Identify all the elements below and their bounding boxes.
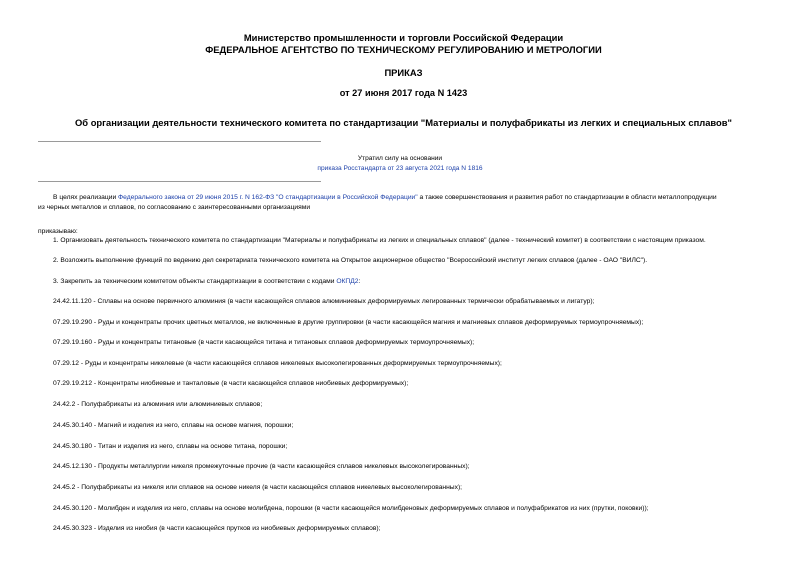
code-item: 07.29.19.212 - Концентраты ниобиевые и танталовые (в части касающейся сплавов ниобиевых деформируемых); (53, 380, 409, 387)
order-item-3-end: : (358, 278, 361, 285)
document-type: ПРИКАЗ (384, 67, 423, 78)
code-item: 24.45.30.323 - Изделия из ниобия (в части касающейся прутков из ниобиевых деформируемых сплавов); (53, 525, 381, 532)
code-item: 24.45.12.130 - Продукты металлургии никеля промежуточные прочие (в части касающейся сплавов никелевых высоколегированных); (53, 463, 470, 470)
order-item-1: 1. Организовать деятельность технического комитета по стандартизации "Материалы и полуфабрикаты из легких и специальных сплавов" (далее - технический комитет) в соответствии с настоящим приказом. (53, 237, 706, 244)
order-item-3-text: 3. Закрепить за техническим комитетом объекты стандартизации в соответствии с кодами (53, 278, 337, 285)
intro-paragraph (53, 193, 717, 204)
order-item-3 (53, 278, 360, 285)
prikazyvayu-label: приказываю: (38, 228, 78, 235)
intro-line-2: из черных металлов и сплавов, по согласованию с заинтересованными организациями (38, 204, 311, 211)
intro-prefix: В целях реализации (53, 194, 119, 201)
code-item: 07.29.12 - Руды и концентраты никелевые (в части касающейся сплавов никелевых высоколегированных деформируемых термоупрочняемых); (53, 360, 502, 367)
code-item: 24.45.30.140 - Магний и изделия из него, сплавы на основе магния, порошки; (53, 422, 294, 429)
ministry-heading: Министерство промышленности и торговли Российской Федерации (243, 32, 564, 43)
document-title: Об организации деятельности технического комитета по стандартизации "Материалы и полуфабрикаты из легких и специальных сплавов" (75, 117, 732, 128)
order-item-2: 2. Возложить выполнение функций по ведению дел секретариата технического комитета на Открытое акционерное общество "Всероссийский институт легких сплавов (далее - ОАО "ВИЛС"). (53, 257, 648, 264)
document-date-number: от 27 июня 2017 года N 1423 (339, 88, 468, 98)
repeal-order-link[interactable]: приказа Росстандарта от 23 августа 2021 года N 1816 (317, 165, 483, 172)
code-item: 24.45.30.180 - Титан и изделия из него, сплавы на основе титана, порошки; (53, 443, 288, 450)
repeal-note: Утратил силу на основании (357, 155, 443, 162)
divider-bottom (38, 181, 321, 182)
intro-suffix: а также совершенствования и развития работ по стандартизации в области металлопродукции (417, 194, 717, 201)
code-item: 24.42.11.120 - Сплавы на основе первичного алюминия (в части касающейся сплавов алюминиевых деформируемых легированных термически обрабатываемых и лигатур); (53, 298, 595, 305)
code-item: 24.45.30.120 - Молибден и изделия из него, сплавы на основе молибдена, порошки (в части касающейся молибденовых деформируемых сплавов и полуфабрикатов из них (прутки, поковки)); (53, 505, 649, 512)
code-item: 07.29.19.290 - Руды и концентраты прочих цветных металлов, не включенные в другие группировки (в части касающейся магния и магниевых сплавов деформируемых термоупрочняемых); (53, 319, 644, 326)
code-item: 07.29.19.160 - Руды и концентраты титановые (в части касающейся титана и титановых сплавов деформируемых термоупрочняемых); (53, 339, 475, 346)
okpd2-link[interactable]: ОКПД2 (336, 278, 359, 285)
agency-heading: ФЕДЕРАЛЬНОЕ АГЕНТСТВО ПО ТЕХНИЧЕСКОМУ РЕГУЛИРОВАНИЮ И МЕТРОЛОГИИ (205, 44, 602, 55)
code-item: 24.42.2 - Полуфабрикаты из алюминия или алюминиевых сплавов; (53, 401, 263, 408)
federal-law-link[interactable]: Федерального закона от 29 июня 2015 г. N 162-ФЗ "О стандартизации в Российской Федерации" (118, 194, 418, 201)
code-item: 24.45.2 - Полуфабрикаты из никеля или сплавов на основе никеля (в части касающейся сплавов никелевых высоколегированных); (53, 484, 463, 491)
divider-top (38, 141, 321, 142)
